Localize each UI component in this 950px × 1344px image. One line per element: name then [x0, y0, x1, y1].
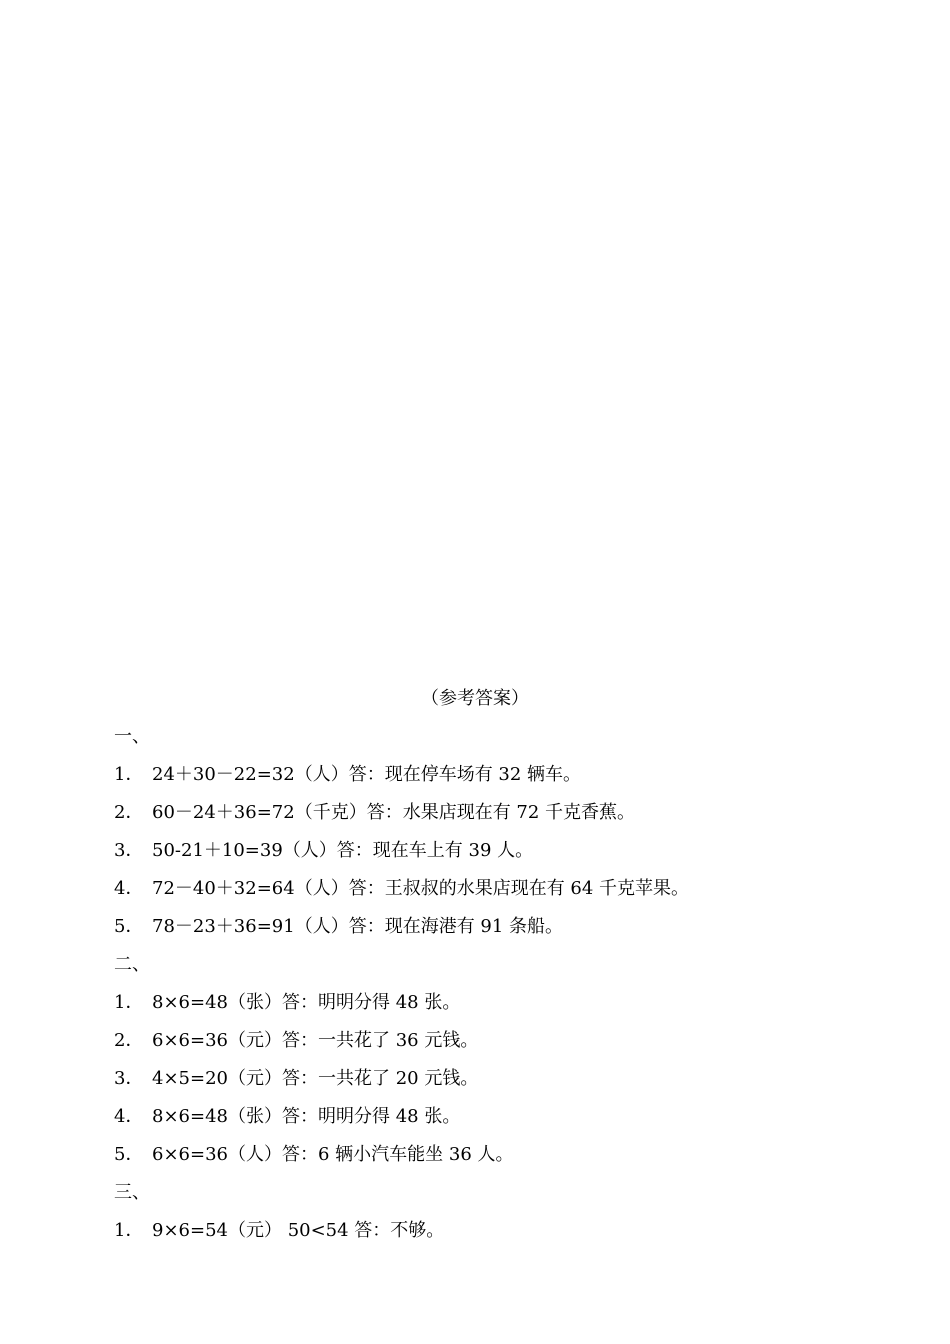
- answer-key-title: （参考答案）: [421, 688, 529, 709]
- answer-line: [114, 762, 874, 800]
- answer-line: [114, 1066, 874, 1104]
- answer-line: [114, 1028, 874, 1066]
- item-number: 2．: [114, 802, 144, 823]
- item-number: 3．: [114, 1068, 144, 1089]
- answer-content: [114, 724, 874, 1256]
- section-heading-3: 三、: [114, 1182, 150, 1203]
- answer-line: [114, 914, 874, 952]
- section-heading-2: 二、: [114, 954, 150, 975]
- answer-line: [114, 990, 874, 1028]
- answer-text: 8×6=48（张）答：明明分得 48 张。: [152, 992, 461, 1013]
- answer-line: [114, 876, 874, 914]
- item-number: 1．: [114, 992, 144, 1013]
- item-number: 3．: [114, 840, 144, 861]
- answer-line: [114, 1218, 874, 1256]
- answer-line: [114, 1104, 874, 1142]
- item-number: 2．: [114, 1030, 144, 1051]
- answer-text: 6×6=36（人）答：6 辆小汽车能坐 36 人。: [152, 1144, 514, 1165]
- answer-text: 9×6=54（元） 50<54 答：不够。: [152, 1220, 445, 1241]
- item-number: 4．: [114, 878, 144, 899]
- section-heading-1: 一、: [114, 726, 150, 747]
- answer-text: 60－24＋36=72（千克）答：水果店现在有 72 千克香蕉。: [152, 802, 636, 823]
- item-number: 5．: [114, 916, 144, 937]
- answer-text: 72－40＋32=64（人）答：王叔叔的水果店现在有 64 千克苹果。: [152, 878, 690, 899]
- item-number: 5．: [114, 1144, 144, 1165]
- item-number: 1．: [114, 1220, 144, 1241]
- answer-text: 4×5=20（元）答：一共花了 20 元钱。: [152, 1068, 479, 1089]
- answer-text: 24＋30－22=32（人）答：现在停车场有 32 辆车。: [152, 764, 582, 785]
- item-number: 1．: [114, 764, 144, 785]
- answer-line: [114, 800, 874, 838]
- item-number: 4．: [114, 1106, 144, 1127]
- answer-line: [114, 838, 874, 876]
- answer-text: 78－23＋36=91（人）答：现在海港有 91 条船。: [152, 916, 564, 937]
- answer-text: 50-21＋10=39（人）答：现在车上有 39 人。: [152, 840, 534, 861]
- answer-text: 6×6=36（元）答：一共花了 36 元钱。: [152, 1030, 479, 1051]
- answer-text: 8×6=48（张）答：明明分得 48 张。: [152, 1106, 461, 1127]
- answer-line: [114, 1142, 874, 1180]
